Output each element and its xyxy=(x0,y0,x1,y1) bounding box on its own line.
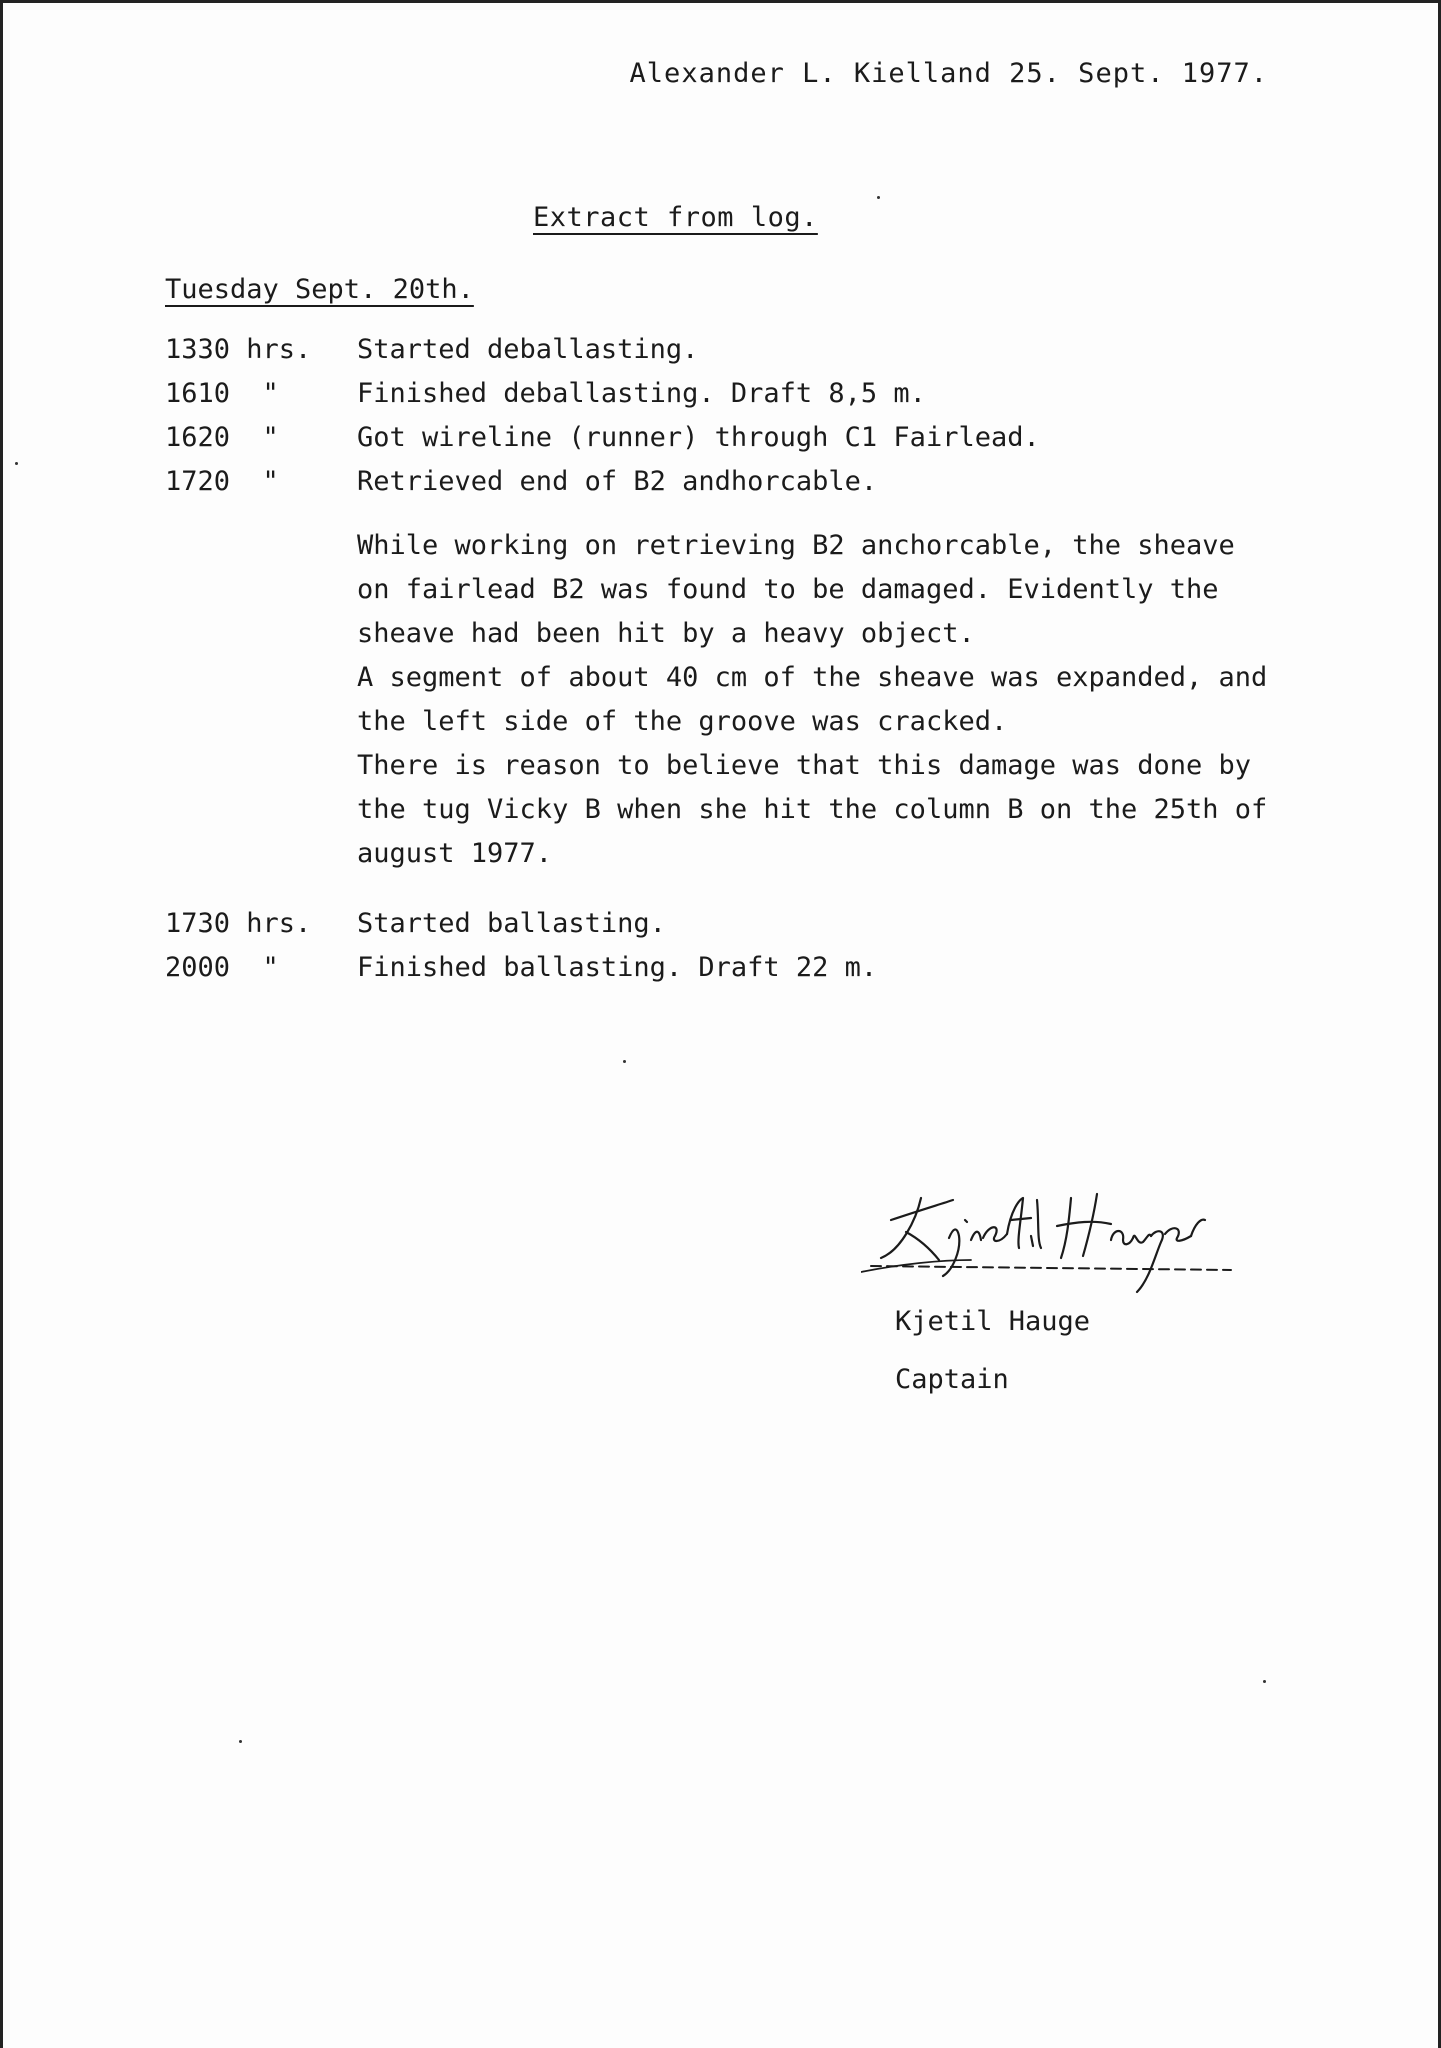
paper-speck xyxy=(239,1740,242,1743)
log-entry-time: 1610 " xyxy=(165,378,279,409)
paper-speck xyxy=(15,462,18,465)
handwritten-signature xyxy=(861,1180,1251,1300)
log-entry xyxy=(165,902,1365,946)
log-entry-text: Finished deballasting. Draft 8,5 m. xyxy=(357,378,926,409)
log-entry-time: 1330 hrs. xyxy=(165,334,312,365)
note-line: the tug Vicky B when she hit the column B on the 25th of xyxy=(357,794,1268,825)
note-line: the left side of the groove was cracked. xyxy=(357,706,1008,737)
log-entry xyxy=(165,946,1365,990)
note-line: on fairlead B2 was found to be damaged. Evidently the xyxy=(357,574,1219,605)
paper-speck xyxy=(877,196,880,199)
damage-note xyxy=(357,524,1357,876)
log-entry-text: Started ballasting. xyxy=(357,908,666,939)
note-line: While working on retrieving B2 anchorcable, the sheave xyxy=(357,530,1235,561)
note-line: A segment of about 40 cm of the sheave was expanded, and xyxy=(357,662,1268,693)
log-entries-before-note xyxy=(165,328,1365,504)
log-entry xyxy=(165,460,1365,504)
log-entry-time: 1720 " xyxy=(165,466,279,497)
log-entry-time: 1620 " xyxy=(165,422,279,453)
document-title: Extract from log. xyxy=(533,202,818,233)
log-entry-time: 1730 hrs. xyxy=(165,908,312,939)
paper-speck xyxy=(1263,1680,1266,1683)
note-line: sheave had been hit by a heavy object. xyxy=(357,618,975,649)
log-entry xyxy=(165,416,1365,460)
log-entry-text: Finished ballasting. Draft 22 m. xyxy=(357,952,878,983)
log-entry-text: Got wireline (runner) through C1 Fairlead. xyxy=(357,422,1040,453)
signatory-name: Kjetil Hauge xyxy=(895,1306,1091,1337)
log-entry xyxy=(165,328,1365,372)
log-entry-text: Started deballasting. xyxy=(357,334,699,365)
log-entry-time: 2000 " xyxy=(165,952,279,983)
log-day-heading: Tuesday Sept. 20th. xyxy=(165,274,474,305)
page-top-edge xyxy=(3,0,1438,3)
note-line: There is reason to believe that this damage was done by xyxy=(357,750,1252,781)
signatory-title: Captain xyxy=(895,1364,1009,1395)
log-entry xyxy=(165,372,1365,416)
log-entry-text: Retrieved end of B2 andhorcable. xyxy=(357,466,878,497)
note-line: august 1977. xyxy=(357,838,553,869)
vessel-date-header: Alexander L. Kielland 25. Sept. 1977. xyxy=(629,58,1268,89)
paper-speck xyxy=(623,1060,626,1063)
log-entries-after-note xyxy=(165,902,1365,990)
